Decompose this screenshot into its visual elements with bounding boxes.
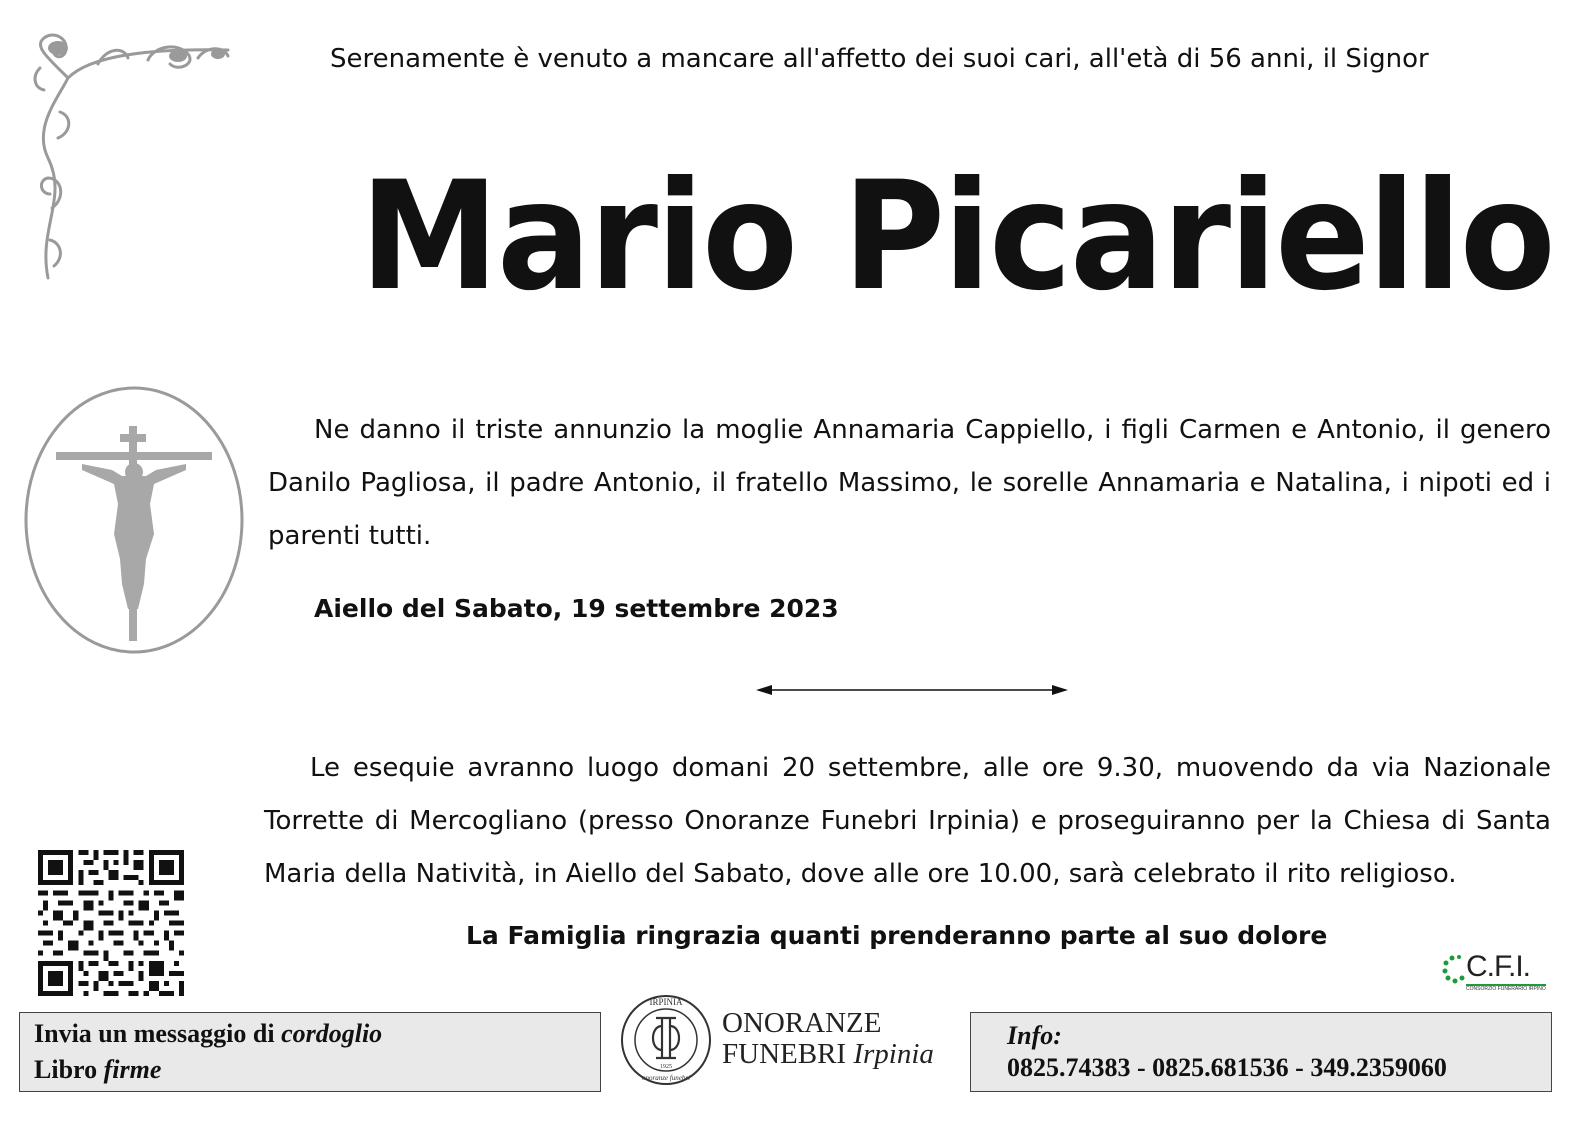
intro-text: Serenamente è venuto a mancare all'affetto dei suoi cari, all'età di 56 anni, il Signor bbox=[330, 44, 1429, 74]
funeral-paragraph bbox=[264, 742, 1551, 901]
seal-bottom-text: onoranze funebri bbox=[641, 1074, 691, 1082]
cfi-tagline: CONSORZIO FUNERARIO IRPINO bbox=[1466, 986, 1546, 992]
guestbook-link[interactable] bbox=[34, 1055, 161, 1085]
info-box bbox=[970, 1012, 1552, 1092]
brand-line-2a: FUNEBRI bbox=[722, 1038, 854, 1070]
condolence-box[interactable] bbox=[19, 1012, 601, 1092]
qr-code-icon[interactable] bbox=[38, 850, 184, 996]
condolence-prefix: Invia un messaggio di bbox=[34, 1019, 282, 1048]
place-date: Aiello del Sabato, 19 settembre 2023 bbox=[314, 594, 839, 623]
brand-name bbox=[722, 1008, 934, 1070]
funeral-text: Le esequie avranno luogo domani 20 settembre, alle ore 9.30, muovendo da via Nazionale Torrette di Mercogliano (presso Onoranze Funebri Irpinia) e proseguiranno per la Chiesa di Santa Maria della Natività, in Aiello del Sabato, dove alle ore 10.00, sarà celebrato il rito religioso. bbox=[264, 753, 1551, 889]
brand-line-2 bbox=[722, 1039, 934, 1070]
cfi-logo-text: C.F.I. bbox=[1466, 950, 1531, 983]
crucifix-icon bbox=[22, 384, 246, 656]
seal-year-text: 1925 bbox=[660, 1064, 672, 1070]
cfi-logo bbox=[1442, 950, 1546, 998]
deceased-name: Mario Picariello bbox=[360, 150, 1554, 324]
info-phones[interactable]: 0825.74383 - 0825.681536 - 349.2359060 bbox=[1007, 1053, 1447, 1082]
announcement-text: Ne danno il triste annunzio la moglie Annamaria Cappiello, i figli Carmen e Antonio, il genero Danilo Pagliosa, il padre Antonio, il fratello Massimo, le sorelle Annamaria e Natalina, i nipoti ed i parenti tutti. bbox=[268, 415, 1551, 551]
brand-line-1: ONORANZE bbox=[722, 1007, 882, 1039]
funeral-home-seal-icon bbox=[618, 992, 714, 1088]
thanks-text: La Famiglia ringrazia quanti prenderanno parte al suo dolore bbox=[466, 921, 1328, 950]
announcement-paragraph bbox=[268, 404, 1551, 563]
double-arrow-divider-icon bbox=[756, 682, 1068, 698]
corner-ornament-icon bbox=[28, 28, 238, 288]
condolence-link[interactable] bbox=[34, 1019, 382, 1049]
guestbook-emph: firme bbox=[103, 1055, 162, 1084]
brand-line-2b: Irpinia bbox=[853, 1038, 934, 1070]
guestbook-prefix: Libro bbox=[34, 1055, 104, 1084]
cfi-dots-icon bbox=[1442, 954, 1468, 984]
seal-top-text: IRPINIA bbox=[649, 997, 683, 1007]
info-label: Info: bbox=[1007, 1021, 1062, 1050]
condolence-emph: cordoglio bbox=[281, 1019, 383, 1048]
